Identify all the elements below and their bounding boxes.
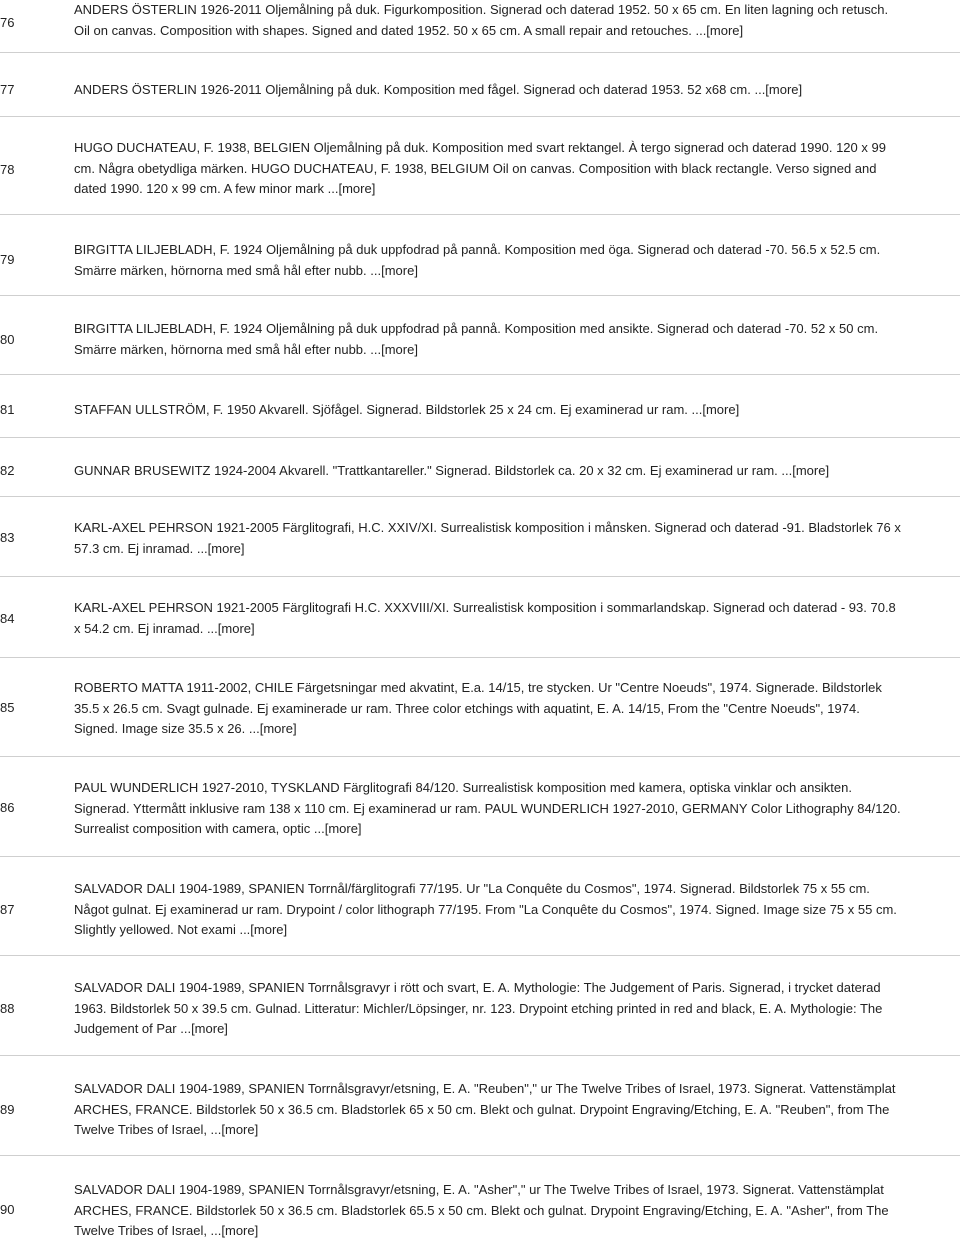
row-divider: [0, 295, 960, 296]
lot-number: 85: [0, 700, 15, 715]
lot-number: 88: [0, 1001, 15, 1016]
row-divider: [0, 52, 960, 53]
lot-number: 90: [0, 1202, 15, 1217]
row-divider: [0, 437, 960, 438]
lot-number: 81: [0, 402, 15, 417]
lot-number: 77: [0, 82, 15, 97]
lot-description: BIRGITTA LILJEBLADH, F. 1924 Oljemålning på duk uppfodrad på pannå. Komposition med ansikte. Signerad och daterad -70. 52 x 50 cm. Smärre märken, hörnorna med små hål efter nubb. ...[more]: [74, 321, 879, 357]
row-divider: [0, 374, 960, 375]
lot-number: 79: [0, 252, 15, 267]
row-divider: [0, 116, 960, 117]
lot-description: SALVADOR DALI 1904-1989, SPANIEN Torrnålsgravyr i rött och svart, E. A. Mythologie: The Judgement of Paris. Signerad, i trycket daterad 1963. Bildstorlek 50 x 39.5 cm. Gulnad. Litteratur: Michler/Löpsinger, nr. 123. Drypoint etching printed in red and black, E. A. Mythologie: The Judgement of Par ...[more]: [74, 980, 883, 1036]
row-divider: [0, 657, 960, 658]
lot-number: 80: [0, 332, 15, 347]
lot-number: 87: [0, 902, 15, 917]
lot-number: 76: [0, 15, 15, 30]
lot-number: 83: [0, 530, 15, 545]
lot-number: 78: [0, 162, 15, 177]
lot-description: STAFFAN ULLSTRÖM, F. 1950 Akvarell. Sjöfågel. Signerad. Bildstorlek 25 x 24 cm. Ej examinerad ur ram. ...[more]: [74, 402, 740, 417]
lot-description: KARL-AXEL PEHRSON 1921-2005 Färglitografi H.C. XXXVIII/XI. Surrealistisk komposition i sommarlandskap. Signerad och daterad - 93. 70.8 x 54.2 cm. Ej inramad. ...[more]: [74, 600, 896, 636]
lot-description: KARL-AXEL PEHRSON 1921-2005 Färglitografi, H.C. XXIV/XI. Surrealistisk komposition i månsken. Signerad och daterad -91. Bladstorlek 76 x 57.3 cm. Ej inramad. ...[more]: [74, 520, 901, 556]
row-divider: [0, 1155, 960, 1156]
lot-number: 86: [0, 800, 15, 815]
row-divider: [0, 1055, 960, 1056]
lot-description: ANDERS ÖSTERLIN 1926-2011 Oljemålning på duk. Figurkomposition. Signerad och daterad 1952. 50 x 65 cm. En liten lagning och retusch. Oil on canvas. Composition with shapes. Signed and dated 1952. 50 x 65 cm. A small repair and retouches. ...[more]: [74, 2, 889, 38]
row-divider: [0, 756, 960, 757]
lot-description: GUNNAR BRUSEWITZ 1924-2004 Akvarell. "Trattkantareller." Signerad. Bildstorlek ca. 20 x 32 cm. Ej examinerad ur ram. ...[more]: [74, 463, 830, 478]
row-divider: [0, 576, 960, 577]
row-divider: [0, 214, 960, 215]
lot-number: 84: [0, 611, 15, 626]
row-divider: [0, 856, 960, 857]
lot-number: 82: [0, 463, 15, 478]
lot-number: 89: [0, 1102, 15, 1117]
lot-description: BIRGITTA LILJEBLADH, F. 1924 Oljemålning på duk uppfodrad på pannå. Komposition med öga. Signerad och daterad -70. 56.5 x 52.5 cm. Smärre märken, hörnorna med små hål efter nubb. ...[more]: [74, 242, 881, 278]
lot-description: ANDERS ÖSTERLIN 1926-2011 Oljemålning på duk. Komposition med fågel. Signerad och daterad 1953. 52 x68 cm. ...[more]: [74, 82, 803, 97]
lot-description: ROBERTO MATTA 1911-2002, CHILE Färgetsningar med akvatint, E.a. 14/15, tre stycken. Ur "Centre Noeuds", 1974. Signerade. Bildstorlek 35.5 x 26.5 cm. Svagt gulnade. Ej examinerade ur ram. Three color etchings with aquatint, E. A. 14/15, From the "Centre Noeuds", 1974. Signed. Image size 35.5 x 26. ...[more]: [74, 680, 882, 736]
lot-description: SALVADOR DALI 1904-1989, SPANIEN Torrnålsgravyr/etsning, E. A. "Reuben"," ur The Twelve Tribes of Israel, 1973. Signerat. Vattenstämplat ARCHES, FRANCE. Bildstorlek 50 x 36.5 cm. Bladstorlek 65 x 50 cm. Blekt och gulnat. Drypoint Engraving/Etching, E. A. "Reuben", from The Twelve Tribes of Israel, ...[more]: [74, 1081, 896, 1137]
lot-description: SALVADOR DALI 1904-1989, SPANIEN Torrnålsgravyr/etsning, E. A. "Asher"," ur The Twelve Tribes of Israel, 1973. Signerat. Vattenstämplat ARCHES, FRANCE. Bildstorlek 50 x 36.5 cm. Bladstorlek 65.5 x 50 cm. Blekt och gulnat. Drypoint Engraving/Etching, E. A. "Asher", from The Twelve Tribes of Israel, ...[more]: [74, 1182, 889, 1238]
row-divider: [0, 496, 960, 497]
lot-description: HUGO DUCHATEAU, F. 1938, BELGIEN Oljemålning på duk. Komposition med svart rektangel. À tergo signerad och daterad 1990. 120 x 99 cm. Några obetydliga märken. HUGO DUCHATEAU, F. 1938, BELGIUM Oil on canvas. Composition with black rectangle. Verso signed and dated 1990. 120 x 99 cm. A few minor mark ...[more]: [74, 140, 886, 196]
row-divider: [0, 955, 960, 956]
lot-description: PAUL WUNDERLICH 1927-2010, TYSKLAND Färglitografi 84/120. Surrealistisk komposition med kamera, optiska vinklar och ansikten. Signerad. Yttermått inklusive ram 138 x 110 cm. Ej examinerad ur ram. PAUL WUNDERLICH 1927-2010, GERMANY Color Lithography 84/120. Surrealist composition with camera, optic ...[more]: [74, 780, 901, 836]
lot-description: SALVADOR DALI 1904-1989, SPANIEN Torrnål/färglitografi 77/195. Ur "La Conquête du Cosmos", 1974. Signerad. Bildstorlek 75 x 55 cm. Något gulnat. Ej examinerad ur ram. Drypoint / color lithograph 77/195. From "La Conquête du Cosmos", 1974. Signed. Image size 75 x 55 cm. Slightly yellowed. Not exami ...[more]: [74, 881, 897, 937]
